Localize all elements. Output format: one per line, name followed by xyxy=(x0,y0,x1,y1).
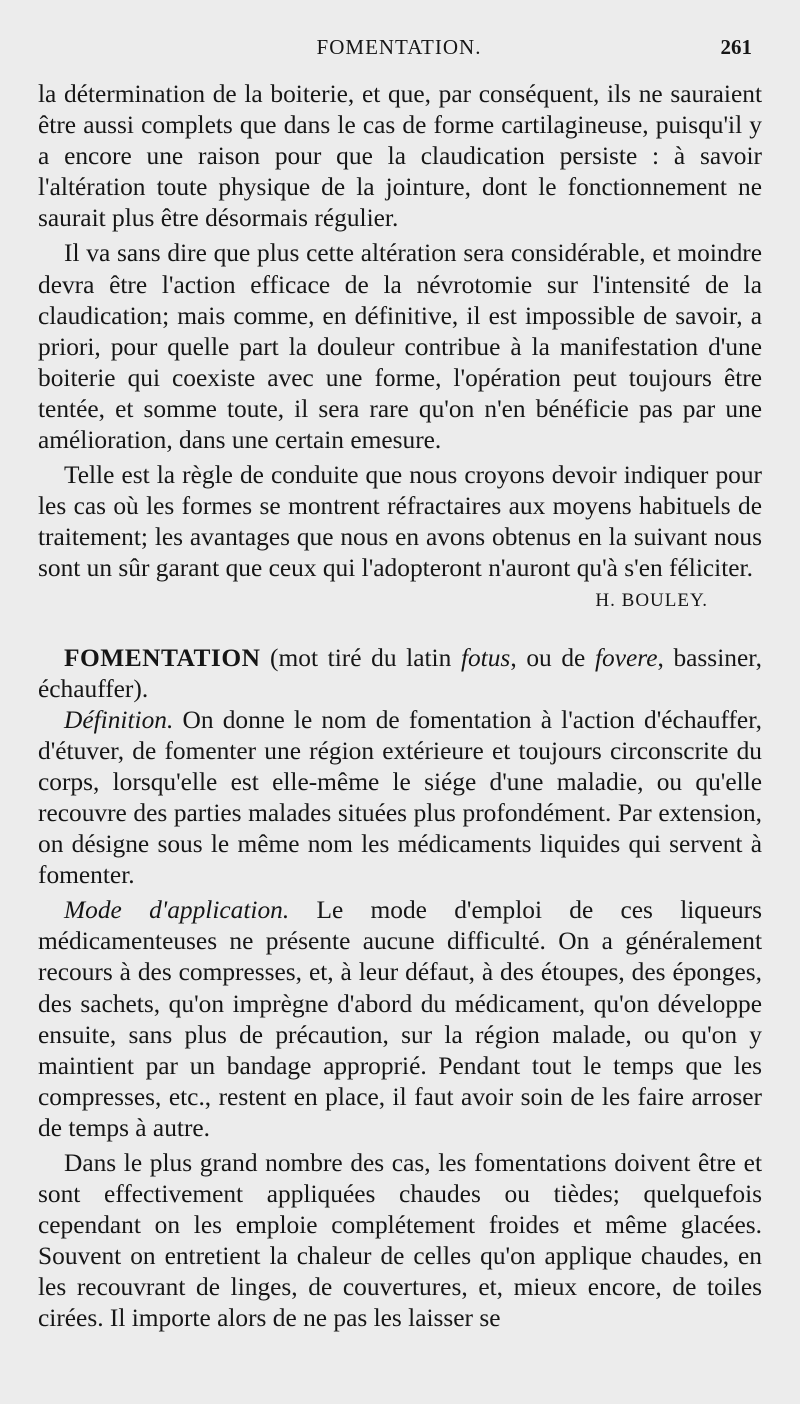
running-title: FOMENTATION. xyxy=(316,35,482,59)
mode-paragraph xyxy=(38,895,762,1144)
definition-text: On donne le nom de fomentation à l'action d'échauffer, d'étuver, de fomenter une région extérieure et toujours circonscrite du corps, lorsqu'elle est elle-même le siége d'une maladie, ou qu'elle recouvre des parties malades situées plus profondément. Par extension, on désigne sous le même nom les médicaments liquides qui servent à fomenter. xyxy=(38,705,762,890)
paragraph xyxy=(38,460,762,611)
author-signature: H. BOULEY. xyxy=(595,589,708,611)
etymology-latin-word: fovere xyxy=(594,643,658,672)
mode-lead: Mode d'application. xyxy=(64,896,290,925)
etymology-text: , bassiner, échauffer). xyxy=(38,643,762,703)
etymology-text: (mot tiré du latin xyxy=(260,643,461,672)
paragraph-text: Telle est la règle de conduite que nous croyons devoir indiquer pour les cas où les formes se montrent réfractaires aux moyens habituels de traitement; les avantages que nous en avons obtenus en la suivant nous sont un sûr garant que ceux qui l'adopteront n'auront qu'à s'en féliciter. xyxy=(38,461,762,583)
previous-article-ending xyxy=(38,79,762,611)
paragraph: la détermination de la boiterie, et que, par conséquent, ils ne sauraient être aussi complets que dans le cas de forme cartilagineuse, puisqu'il y a encore une raison pour que la claudication persiste : à savoir l'altération toute physique de la jointure, dont le fonctionnement ne saurait plus être désormais régulier. xyxy=(38,80,762,233)
definition-lead: Définition. xyxy=(64,705,174,734)
definition-paragraph xyxy=(38,705,762,892)
entry-headword: FOMENTATION xyxy=(64,643,261,672)
entry-fomentation xyxy=(38,643,762,1335)
page-header xyxy=(38,30,760,64)
paragraph: Dans le plus grand nombre des cas, les fomentations doivent être et sont effectivement appliquées chaudes ou tièdes; quelquefois cependant on les emploie complétement froides et même glacées. Souvent on entretient la chaleur de celles qu'on applique chaudes, en les recouvrant de linges, de couvertures, et, mieux encore, de toiles cirées. Il importe alors de ne pas les laisser se xyxy=(38,1149,762,1333)
etymology-latin-word: fotus xyxy=(460,643,511,672)
page-number: 261 xyxy=(720,35,752,59)
paragraph: Il va sans dire que plus cette altération sera considérable, et moindre devra être l'action efficace de la névrotomie sur l'intensité de la claudication; mais comme, en définitive, il est impossible de savoir, a priori, pour quelle part la douleur contribue à la manifestation d'une boiterie qui coexiste avec une forme, l'opération peut toujours être tentée, et somme toute, il sera rare qu'on n'en bénéficie pas par une amélioration, dans une certain emesure. xyxy=(38,239,762,455)
mode-text: Le mode d'emploi de ces liqueurs médicamenteuses ne présente aucune difficulté. On a généralement recours à des compresses, et, à leur défaut, à des étoupes, des éponges, des sachets, qu'on imprègne d'abord du médicament, qu'on développe ensuite, sans plus de précaution, sur la région malade, ou qu'on y maintient par un bandage approprié. Pendant tout le temps que les compresses, etc., restent en place, il faut avoir soin de les faire arroser de temps à autre. xyxy=(38,896,762,1142)
entry-heading-paragraph xyxy=(38,643,762,705)
etymology-text: , ou de xyxy=(510,643,595,672)
page-body xyxy=(38,79,762,1335)
